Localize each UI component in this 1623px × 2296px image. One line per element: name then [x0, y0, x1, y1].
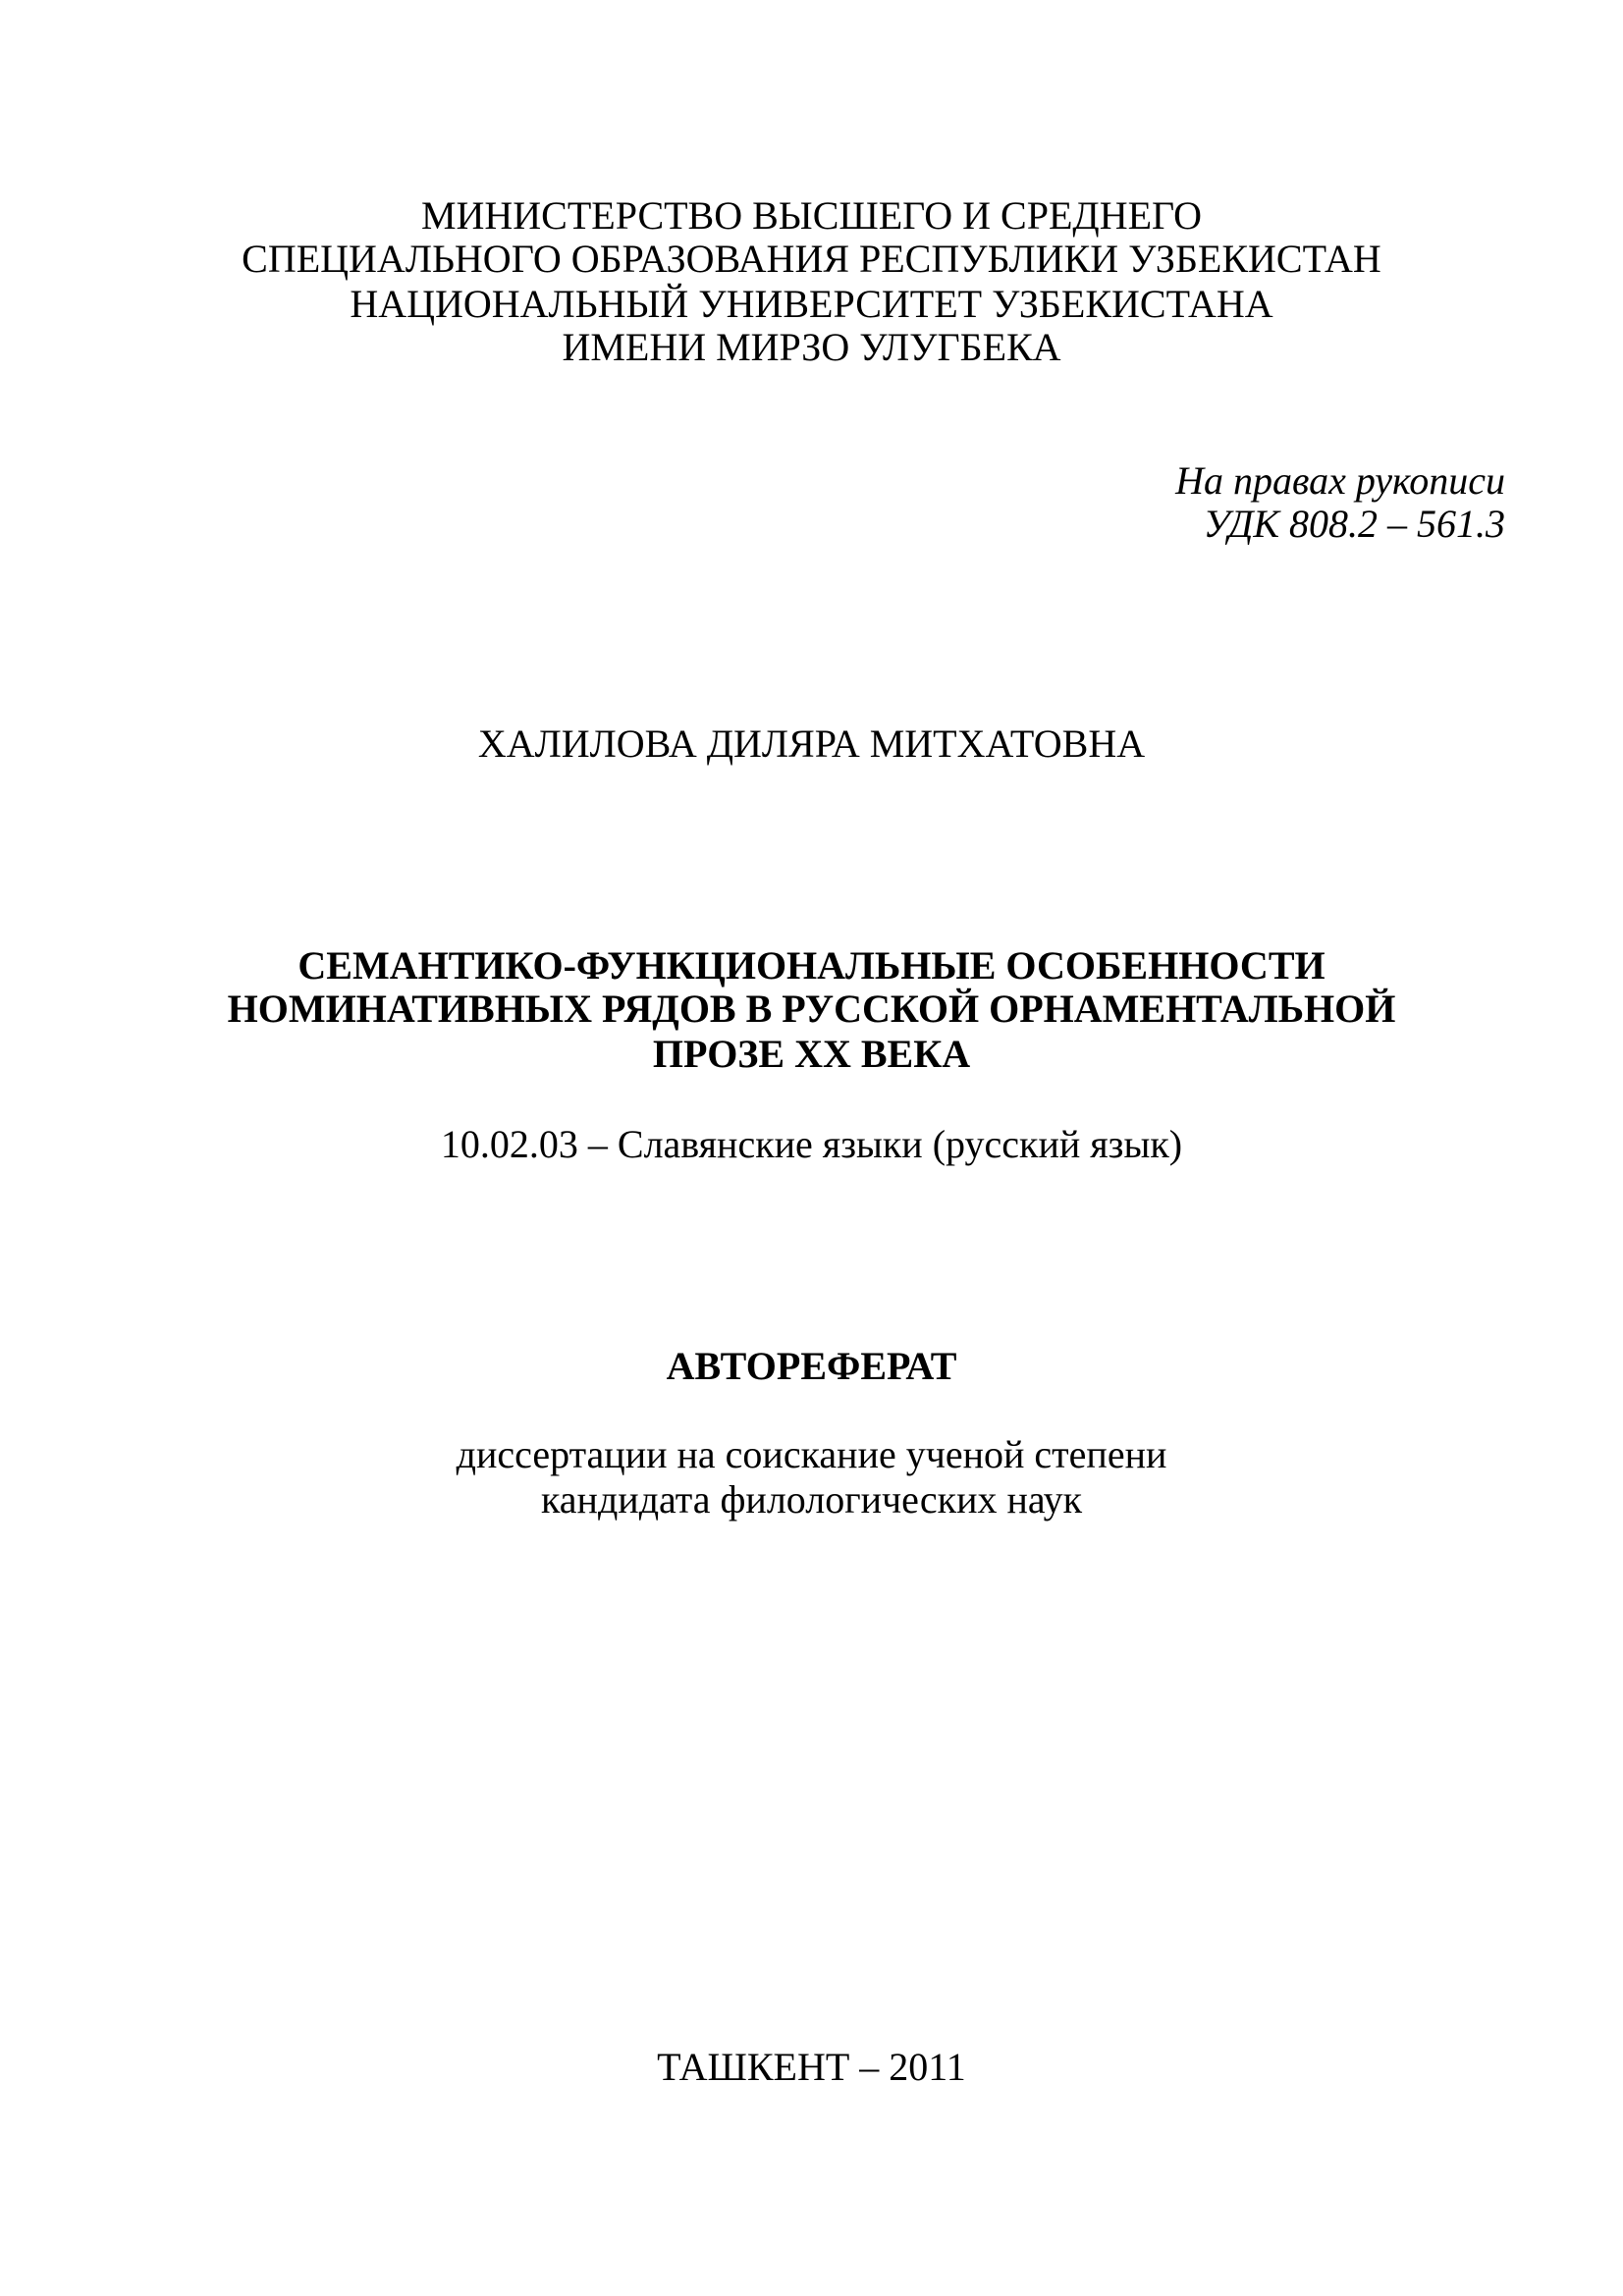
title-line-1: СЕМАНТИКО-ФУНКЦИОНАЛЬНЫЕ ОСОБЕННОСТИ [298, 943, 1325, 988]
title-line-3: ПРОЗЕ ХХ ВЕКА [652, 1032, 971, 1076]
author-name: ХАЛИЛОВА ДИЛЯРА МИТХАТОВНА [477, 721, 1146, 766]
document-type: АВТОРЕФЕРАТ [666, 1344, 957, 1388]
title-line-2: НОМИНАТИВНЫХ РЯДОВ В РУССКОЙ ОРНАМЕНТАЛЬНОЙ [227, 987, 1396, 1031]
ministry-line-2: СПЕЦИАЛЬНОГО ОБРАЗОВАНИЯ РЕСПУБЛИКИ УЗБЕКИСТАН [242, 237, 1381, 281]
university-line-1: НАЦИОНАЛЬНЫЙ УНИВЕРСИТЕТ УЗБЕКИСТАНА [350, 282, 1273, 326]
udc-code: УДК 808.2 – 561.3 [1203, 502, 1505, 546]
city-year: ТАШКЕНТ – 2011 [657, 2045, 966, 2089]
university-line-2: ИМЕНИ МИРЗО УЛУГБЕКА [562, 325, 1061, 369]
degree-line-2: кандидата филологических наук [540, 1477, 1083, 1522]
degree-line-1: диссертации на соискание ученой степени [456, 1432, 1167, 1476]
ministry-line-1: МИНИСТЕРСТВО ВЫСШЕГО И СРЕДНЕГО [420, 193, 1203, 238]
specialty-code: 10.02.03 – Славянские языки (русский язык) [440, 1122, 1183, 1166]
manuscript-rights: На правах рукописи [1175, 458, 1505, 503]
